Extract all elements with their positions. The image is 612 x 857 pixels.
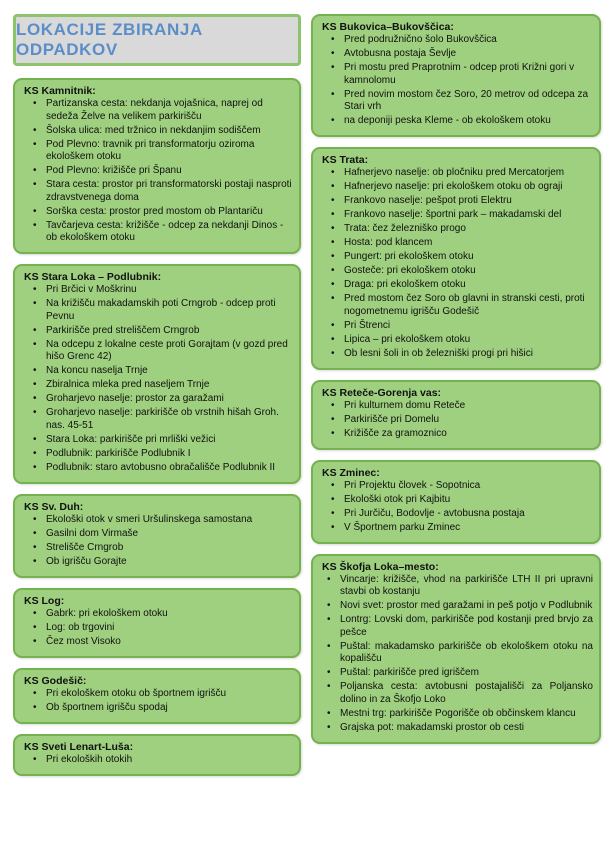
- location-item: • Pod Plevno: travnik pri transformatorju oziroma ekološkem otoku: [24, 139, 293, 164]
- section-heading: KS Sv. Duh:: [24, 500, 84, 513]
- location-item: • na deponiji peska Kleme - ob ekološkem otoku: [322, 115, 593, 128]
- section-ks-kamnitnik: [13, 78, 301, 254]
- page-title: LOKACIJE ZBIRANJA ODPADKOV: [16, 20, 203, 59]
- location-item: • Frankovo naselje: pešpot proti Elektru: [322, 195, 593, 208]
- location-item: • Parkirišče pred streliščem Crngrob: [24, 325, 293, 338]
- section-heading: KS Trata:: [322, 154, 369, 166]
- section-heading: KS Stara Loka – Podlubnik:: [24, 271, 162, 283]
- location-item: • Stara Loka: parkirišče pri mrliški vežici: [24, 434, 293, 447]
- location-item: • V Športnem parku Zminec: [322, 522, 593, 535]
- right-sections: [311, 14, 601, 744]
- section-ks-sv-duh: [13, 494, 301, 578]
- location-item: • Sorška cesta: prostor pred mostom ob Plantariču: [24, 206, 293, 219]
- location-item: • Podlubnik: parkirišče Podlubnik I: [24, 448, 293, 461]
- location-item: • Lipica – pri ekološkem otoku: [322, 334, 593, 347]
- section-heading: KS Sveti Lenart-Luša:: [24, 740, 134, 753]
- location-item: • Zbiralnica mleka pred naseljem Trnje: [24, 379, 293, 392]
- location-item: • Frankovo naselje: športni park – makadamski del: [322, 209, 593, 222]
- location-item: • Pri mostu pred Praprotnim - odcep proti Križni gori v kamnolomu: [322, 62, 593, 87]
- location-item: • Gasilni dom Virmaše: [24, 528, 293, 541]
- location-item: • Hosta: pod klancem: [322, 237, 593, 250]
- location-item: • Pri Projektu človek - Sopotnica: [322, 480, 593, 493]
- location-item: • Poljanska cesta: avtobusni postajališči za Poljansko dolino in za Škofjo Loko: [322, 681, 593, 706]
- location-item: • Pri kulturnem domu Reteče: [322, 400, 593, 413]
- location-list: [24, 514, 293, 569]
- right-column: [311, 14, 601, 754]
- location-item: • Na odcepu z lokalne ceste proti Gorajtam (v gozd pred hišo Grenc 42): [24, 339, 293, 364]
- location-item: • Trata: čez železniško progo: [322, 223, 593, 236]
- section-heading: KS Reteče-Gorenja vas:: [322, 386, 442, 399]
- location-item: • Križišče za gramoznico: [322, 428, 593, 441]
- location-item: • Pri Štrenci: [322, 320, 593, 333]
- location-item: • Na križišču makadamskih poti Crngrob - odcep proti Pevnu: [24, 298, 293, 323]
- location-item: • Na koncu naselja Trnje: [24, 365, 293, 378]
- location-item: • Čez most Visoko: [24, 636, 293, 649]
- location-item: • Hafnerjevo naselje: ob pločniku pred Mercatorjem: [322, 167, 593, 180]
- location-item: • Avtobusna postaja Ševlje: [322, 48, 593, 61]
- location-list: [24, 98, 293, 245]
- location-item: • Pred novim mostom čez Soro, 20 metrov od odcepa za Stari vrh: [322, 89, 593, 114]
- location-list: [24, 688, 293, 715]
- location-item: • Pri ekoloških otokih: [24, 754, 293, 767]
- location-item: • Vincarje: križišče, vhod na parkirišče LTH II pri upravni stavbi ob kostanju: [322, 574, 593, 599]
- location-list: [322, 480, 593, 535]
- location-item: • Pri ekološkem otoku ob športnem igrišču: [24, 688, 293, 701]
- section-ks-skofja-loka-mesto: [311, 554, 601, 744]
- location-item: • Pri Jurčiču, Bodovlje - avtobusna postaja: [322, 508, 593, 521]
- title-box: [13, 14, 301, 66]
- location-item: • Pungert: pri ekološkem otoku: [322, 251, 593, 264]
- section-heading: KS Log:: [24, 594, 65, 607]
- section-heading: KS Škofja Loka–mesto:: [322, 560, 439, 573]
- location-item: • Šolska ulica: med tržnico in nekdanjim sodiščem: [24, 125, 293, 138]
- left-column: [13, 14, 301, 786]
- section-ks-log: [13, 588, 301, 658]
- section-ks-godesic: [13, 668, 301, 724]
- location-item: • Lontrg: Lovski dom, parkirišče pod kostanji pred brvjo za pešce: [322, 614, 593, 639]
- location-item: • Grajska pot: makadamski prostor ob cesti: [322, 722, 593, 735]
- location-item: • Ob športnem igrišču spodaj: [24, 702, 293, 715]
- location-item: • Puštal: makadamsko parkirišče ob ekološkem otoku na kopališču: [322, 641, 593, 666]
- location-item: • Pred mostom čez Soro ob glavni in stranski cesti, proti nogometnemu igrišču Godešič: [322, 293, 593, 318]
- location-item: • Ob igrišču Gorajte: [24, 556, 293, 569]
- location-item: • Ekološki otok v smeri Uršulinskega samostana: [24, 514, 293, 527]
- section-ks-sveti-lenart-lusa: [13, 734, 301, 776]
- section-ks-bukovica-bukovscica: [311, 14, 601, 137]
- location-item: • Gosteče: pri ekološkem otoku: [322, 265, 593, 278]
- section-heading: KS Zminec:: [322, 466, 380, 479]
- location-item: • Mestni trg: parkirišče Pogorišče ob občinskem klancu: [322, 708, 593, 721]
- section-heading: KS Bukovica–Bukovščica:: [322, 21, 454, 33]
- location-item: • Novi svet: prostor med garažami in peš potjo v Podlubnik: [322, 600, 593, 613]
- location-item: • Ekološki otok pri Kajbitu: [322, 494, 593, 507]
- section-heading: KS Kamnitnik:: [24, 85, 96, 97]
- location-list: [24, 284, 293, 474]
- location-item: • Log: ob trgovini: [24, 622, 293, 635]
- location-list: [322, 574, 593, 735]
- location-item: • Pri Brčici v Moškrinu: [24, 284, 293, 297]
- location-list: [24, 608, 293, 649]
- location-item: • Pred podružnično šolo Bukovščica: [322, 34, 593, 47]
- location-item: • Parkirišče pri Domelu: [322, 414, 593, 427]
- section-heading: KS Godešič:: [24, 674, 87, 687]
- location-item: • Ob lesni šoli in ob železniški progi pri hišici: [322, 348, 593, 361]
- section-ks-stara-loka-podlubnik: [13, 264, 301, 484]
- section-ks-trata: [311, 147, 601, 370]
- location-list: [322, 400, 593, 441]
- location-item: • Puštal: parkirišče pred igriščem: [322, 667, 593, 680]
- location-list: [322, 34, 593, 128]
- location-item: • Groharjevo naselje: prostor za garažami: [24, 393, 293, 406]
- left-sections: [13, 78, 301, 776]
- location-item: • Tavčarjeva cesta: križišče - odcep za nekdanji Dinos - ob ekološkem otoku: [24, 220, 293, 245]
- section-ks-retece-gorenja-vas: [311, 380, 601, 450]
- section-ks-zminec: [311, 460, 601, 544]
- location-item: • Pod Plevno: križišče pri Španu: [24, 165, 293, 178]
- location-item: • Stara cesta: prostor pri transformatorski postaji nasproti zdravstvenega doma: [24, 179, 293, 204]
- location-item: • Gabrk: pri ekološkem otoku: [24, 608, 293, 621]
- location-item: • Hafnerjevo naselje: pri ekološkem otoku ob ograji: [322, 181, 593, 194]
- location-item: • Draga: pri ekološkem otoku: [322, 279, 593, 292]
- location-item: • Groharjevo naselje: parkirišče ob vrstnih hišah Groh. nas. 45-51: [24, 407, 293, 432]
- location-list: [24, 754, 293, 767]
- location-item: • Partizanska cesta: nekdanja vojašnica, naprej od sedeža Želve na velikem parkirišču: [24, 98, 293, 123]
- location-item: • Strelišče Crngrob: [24, 542, 293, 555]
- location-item: • Podlubnik: staro avtobusno obračališče Podlubnik II: [24, 462, 293, 475]
- location-list: [322, 167, 593, 360]
